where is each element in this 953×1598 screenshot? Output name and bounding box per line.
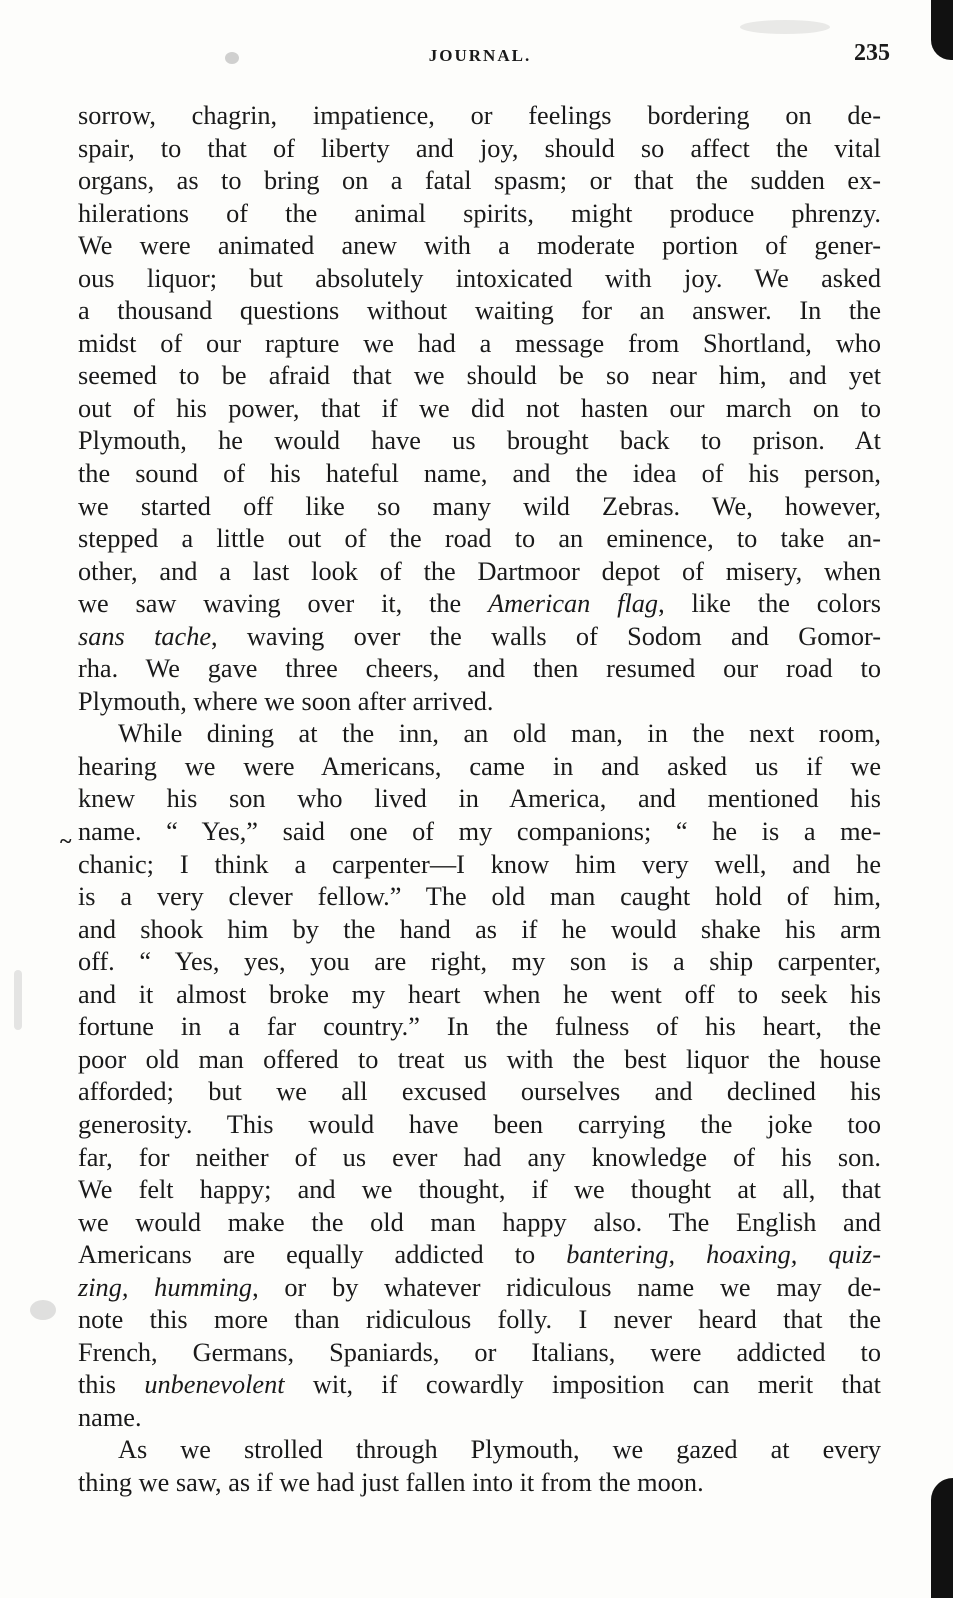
text-line: Plymouth, where we soon after arrived. <box>78 686 494 716</box>
text-line: hearing we were Americans, came in and asked us if we <box>78 751 881 781</box>
text-line: name. “ Yes,” said one of my companions; “ he is a me- <box>78 817 881 847</box>
paper-speck <box>14 970 22 1030</box>
italic-segment: bantering, hoaxing, quiz- <box>566 1240 882 1270</box>
text-line: name. <box>78 1402 142 1432</box>
italic-segment: American flag <box>488 589 659 619</box>
text-line: thing we saw, as if we had just fallen into it from the moon. <box>78 1467 704 1497</box>
margin-mark: ~ <box>60 828 72 853</box>
paper-speck <box>740 20 830 34</box>
text-line: and it almost broke my heart when he went off to seek his <box>78 979 881 1009</box>
text-line: a thousand questions without waiting for an answer. In the <box>78 296 881 326</box>
text-line: poor old man offered to treat us with the best liquor the house <box>78 1044 881 1074</box>
text-segment: wit, if cowardly imposition can merit that <box>284 1370 881 1400</box>
page-edge-shadow-top <box>931 0 953 60</box>
text-segment: this <box>78 1370 145 1400</box>
text-line: other, and a last look of the Dartmoor depot of misery, when <box>78 556 881 586</box>
italic-segment: zing, humming <box>78 1272 253 1302</box>
text-line: We were animated anew with a moderate portion of gener- <box>78 231 881 261</box>
text-line: the sound of his hateful name, and the idea of his person, <box>78 459 881 489</box>
text-segment: we saw waving over it, the <box>78 589 489 619</box>
text-line: generosity. This would have been carrying the joke too <box>78 1109 881 1139</box>
text-line: spair, to that of liberty and joy, should so affect the vital <box>78 133 881 163</box>
page-number: 235 <box>854 40 890 66</box>
text-line: As we strolled through Plymouth, we gazed at every <box>118 1435 881 1465</box>
text-line <box>78 1369 881 1402</box>
paper-speck <box>30 1300 56 1320</box>
text-segment: Americans are equally addicted to <box>78 1240 567 1270</box>
text-line: far, for neither of us ever had any knowledge of his son. <box>78 1142 881 1172</box>
text-line: ous liquor; but absolutely intoxicated with joy. We asked <box>78 263 881 293</box>
text-line: stepped a little out of the road to an eminence, to take an- <box>78 524 881 554</box>
text-segment: , like the colors <box>658 589 882 619</box>
text-line: we would make the old man happy also. The English and <box>78 1207 881 1237</box>
text-line: Plymouth, he would have us brought back to prison. At <box>78 426 881 456</box>
text-line: and shook him by the hand as if he would shake his arm <box>78 914 881 944</box>
italic-segment: unbenevolent <box>144 1370 285 1400</box>
text-line: afforded; but we all excused ourselves and declined his <box>78 1077 881 1107</box>
text-line <box>78 1272 881 1305</box>
text-line: knew his son who lived in America, and mentioned his <box>78 784 881 814</box>
text-line: hilerations of the animal spirits, might produce phrenzy. <box>78 198 881 228</box>
text-line: off. “ Yes, yes, you are right, my son is a ship carpenter, <box>78 947 881 977</box>
text-line: We felt happy; and we thought, if we thought at all, that <box>78 1175 881 1205</box>
text-segment: , or by whatever ridiculous name we may de- <box>252 1272 881 1302</box>
italic-segment: sans tache <box>78 621 212 651</box>
text-line: fortune in a far country.” In the fulness of his heart, the <box>78 1012 881 1042</box>
text-line: midst of our rapture we had a message from Shortland, who <box>78 328 881 358</box>
page-header <box>70 40 890 80</box>
text-line: French, Germans, Spaniards, or Italians, were addicted to <box>78 1337 881 1367</box>
text-segment: , waving over the walls of Sodom and Gomor- <box>211 621 881 651</box>
text-line <box>78 1239 881 1272</box>
text-line <box>78 588 881 621</box>
text-line: we started off like so many wild Zebras. We, however, <box>78 491 881 521</box>
text-line: While dining at the inn, an old man, in the next room, <box>118 719 881 749</box>
text-line <box>78 621 881 654</box>
text-line: organs, as to bring on a fatal spasm; or that the sudden ex- <box>78 166 881 196</box>
text-line: rha. We gave three cheers, and then resumed our road to <box>78 654 881 684</box>
body-text <box>78 100 881 1500</box>
text-line: seemed to be afraid that we should be so near him, and yet <box>78 361 881 391</box>
running-head: JOURNAL. <box>428 46 532 65</box>
page-edge-shadow-bottom <box>931 1478 953 1598</box>
text-line: sorrow, chagrin, impatience, or feelings bordering on de- <box>78 101 881 130</box>
text-line: note this more than ridiculous folly. I never heard that the <box>78 1305 881 1335</box>
text-line: is a very clever fellow.” The old man caught hold of him, <box>78 882 881 912</box>
text-line: out of his power, that if we did not hasten our march on to <box>78 393 881 423</box>
text-line: chanic; I think a carpenter—I know him very well, and he <box>78 849 881 879</box>
